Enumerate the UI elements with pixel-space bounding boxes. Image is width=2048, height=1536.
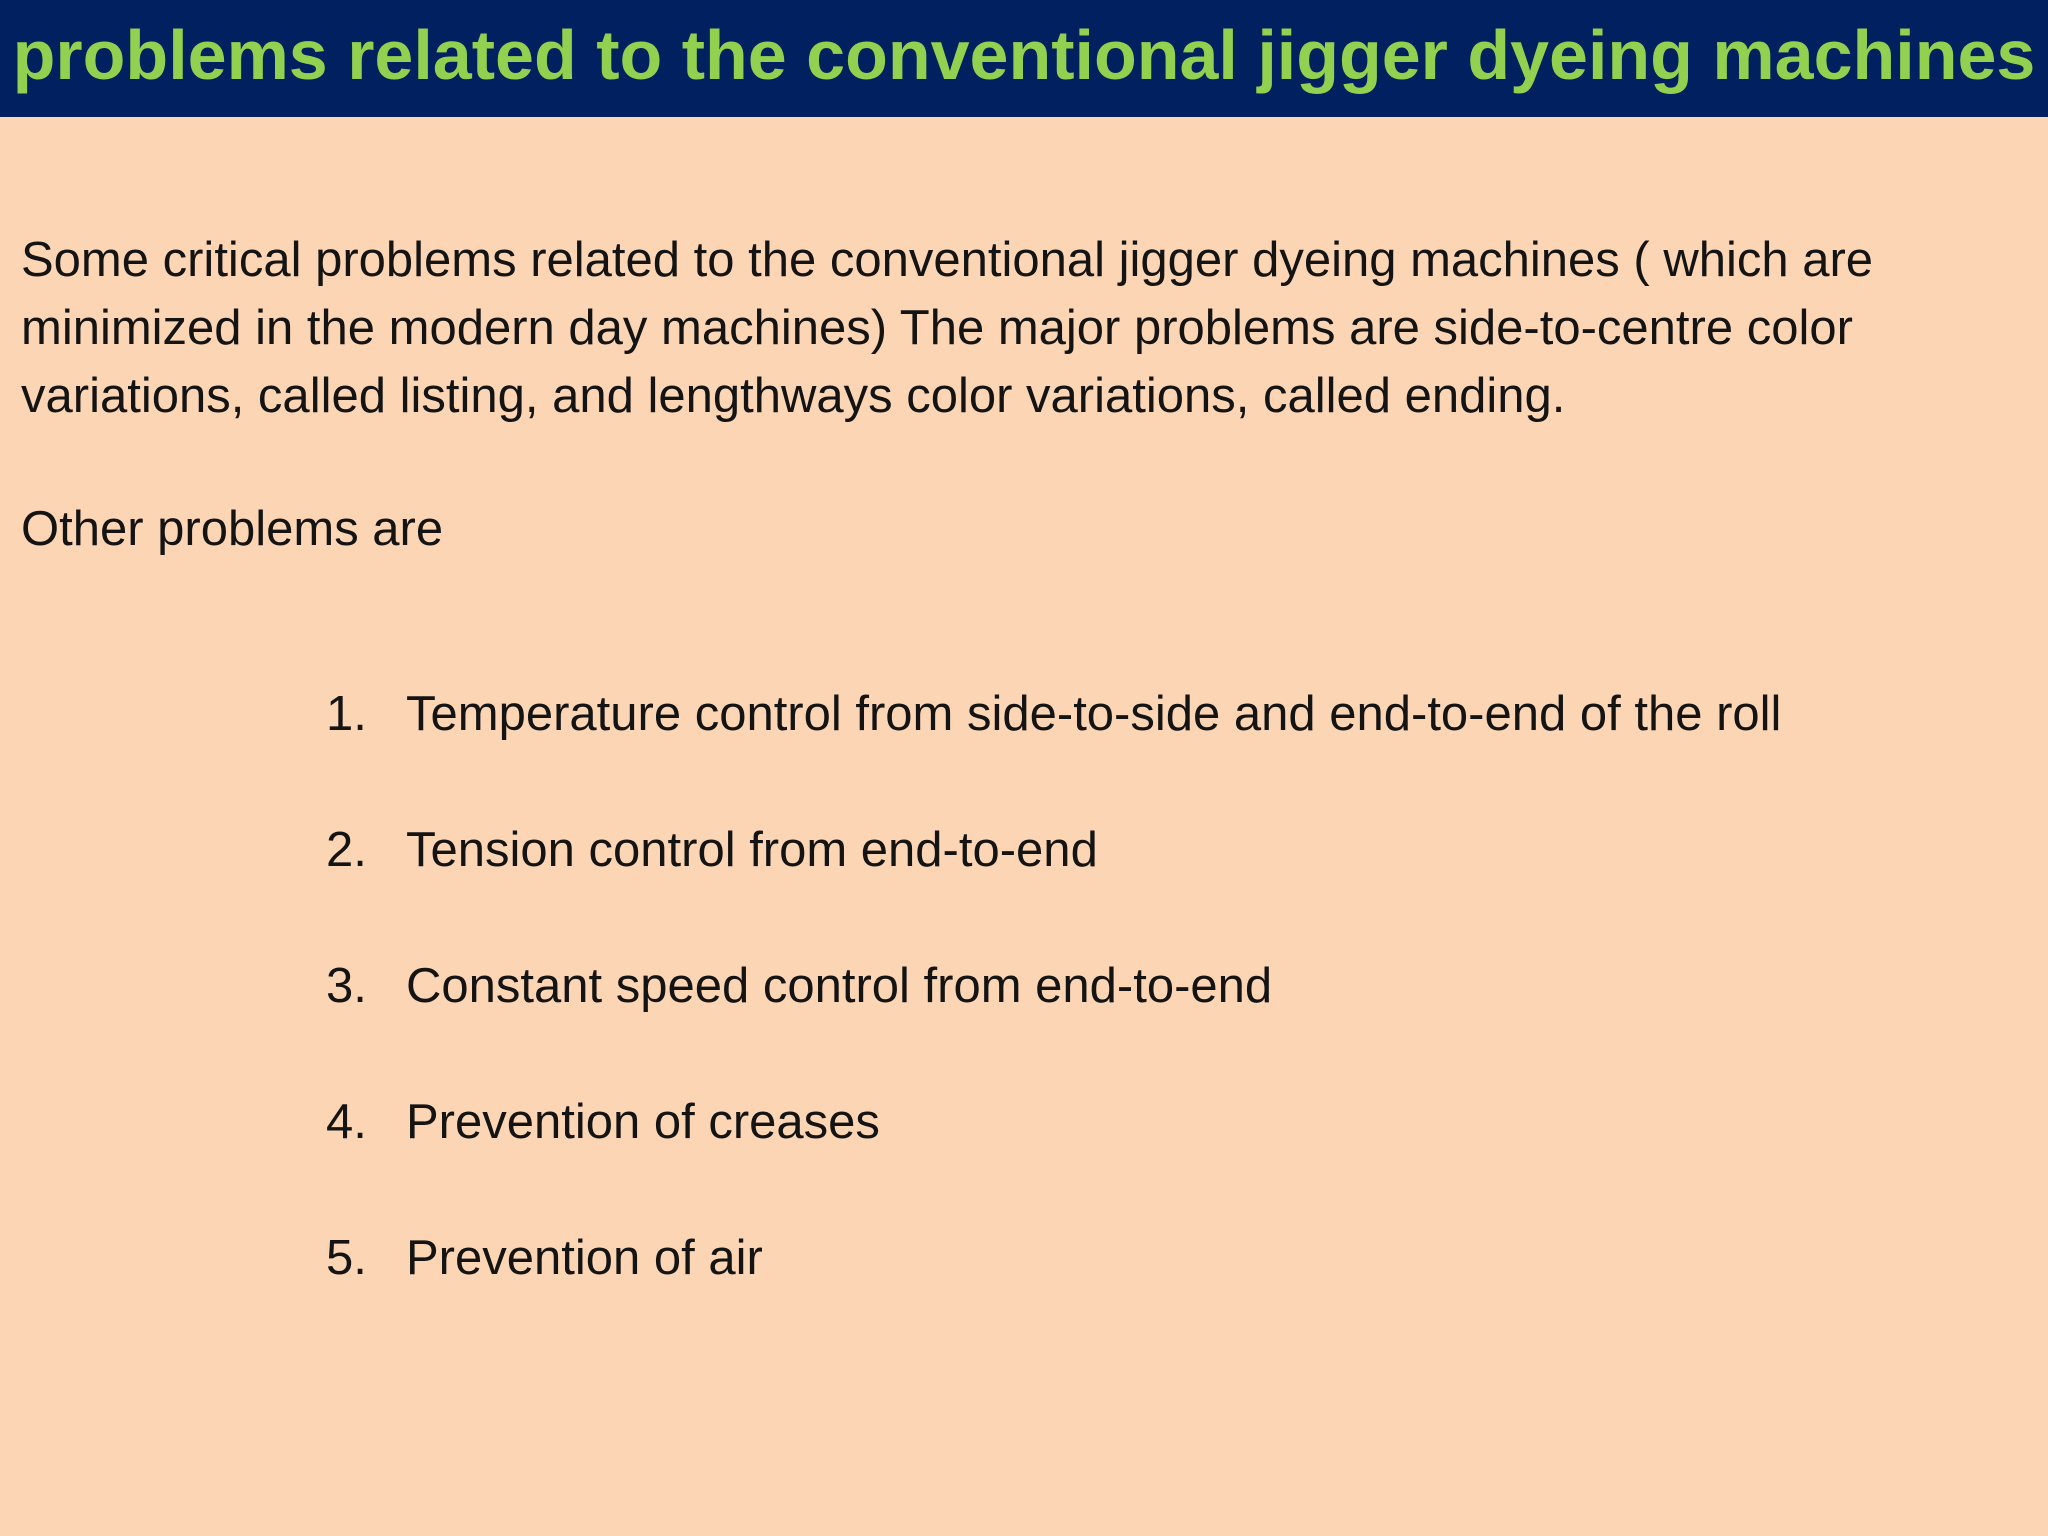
list-item-text: Prevention of creases [406, 1095, 880, 1149]
list-item-text: Tension control from end-to-end [406, 823, 1098, 877]
subheading: Other problems are [21, 502, 444, 556]
slide-title: problems related to the conventional jigger dyeing machines [12, 15, 2036, 94]
list-item-number: 3. [326, 959, 367, 1013]
list-item [326, 816, 1781, 952]
list-item-number: 2. [326, 823, 367, 877]
list-item-text: Prevention of air [406, 1231, 763, 1285]
list-item-number: 5. [326, 1231, 367, 1285]
list-item [326, 680, 1781, 816]
list-item [326, 952, 1781, 1088]
list-item [326, 1088, 1781, 1224]
problem-list [326, 680, 1781, 1360]
intro-paragraph: Some critical problems related to the conventional jigger dyeing machines ( which are minimized in the modern day machines) The major problems are side-to-centre color variations, called listing, and lengthways color variations, called ending. [21, 233, 1874, 423]
list-item-number: 1. [326, 687, 367, 741]
list-item-text: Temperature control from side-to-side and end-to-end of the roll [406, 687, 1782, 741]
list-item-text: Constant speed control from end-to-end [406, 959, 1273, 1013]
title-bar [0, 0, 2048, 117]
list-item-number: 4. [326, 1095, 367, 1149]
list-item [326, 1224, 1781, 1360]
